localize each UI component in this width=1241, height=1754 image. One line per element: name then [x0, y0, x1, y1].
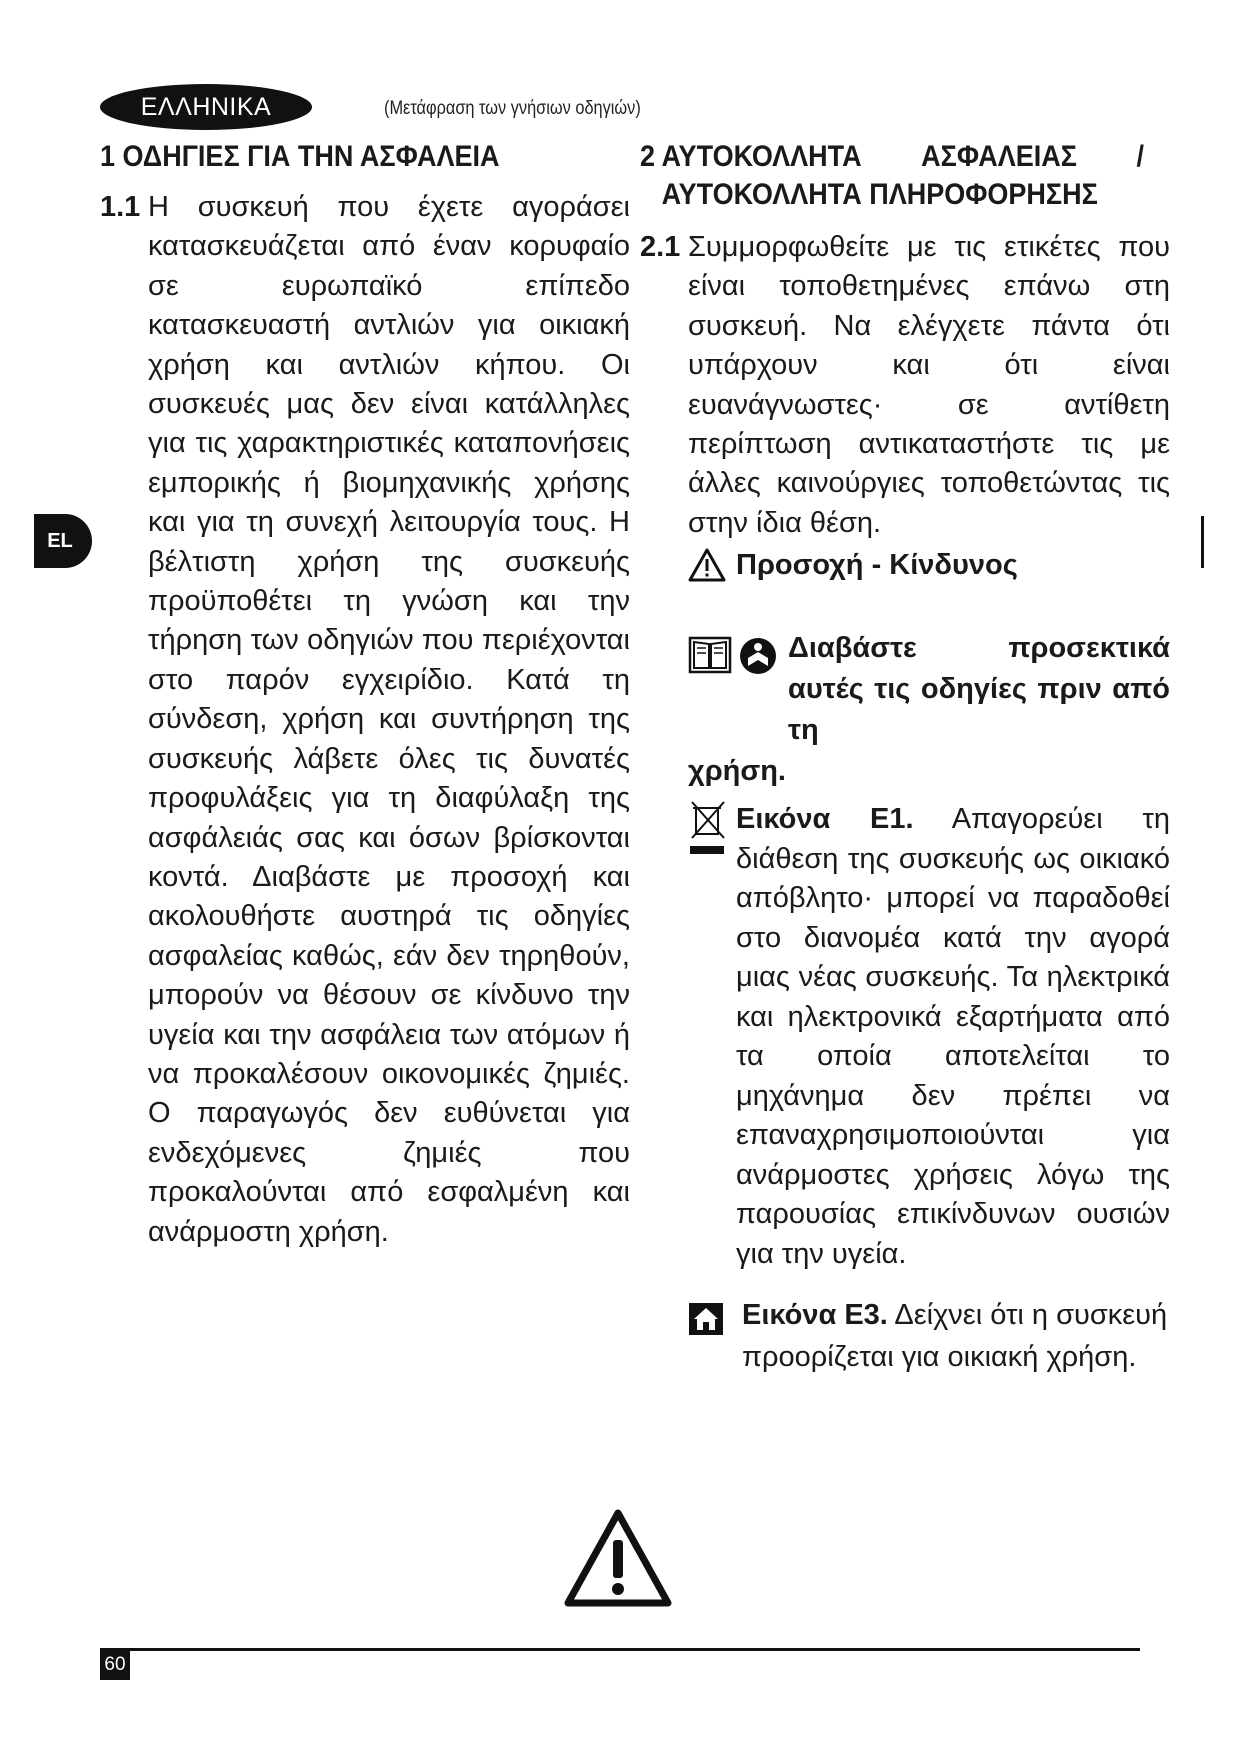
book-icon — [688, 636, 732, 674]
language-badge — [100, 84, 312, 130]
item-1-1 — [100, 188, 630, 1252]
figure-e1-description: Απαγορεύει τη διάθεση της συσκευής ως οικιακό απόβλητο· μπορεί να παραδοθεί στο διανομέα κατά την αγορά μιας νέας συσκευής. Τα ηλεκτρικά και ηλεκτρονικά εξαρτήματα από τα οποία αποτελείται το μηχάνημα δεν πρέπει να επαναχρησιμοποιούνται για ανάρμοστες χρήσεις λόγω της παρουσίας επικίνδυνων ουσιών για την υγεία. — [736, 803, 1170, 1270]
crossed-bin-icon — [688, 800, 728, 858]
left-column — [100, 138, 630, 1252]
read-manual-icon — [738, 636, 778, 676]
warning-label: Προσοχή - Κίνδυνος — [736, 548, 1018, 581]
section-2-title-line2: ΑΥΤΟΚΟΛΛΗΤΑ ΠΛΗΡΟΦΟΡΗΣΗΣ — [661, 178, 1098, 211]
side-tab-label: EL — [47, 529, 73, 552]
section-2-title-part2: ΑΣΦΑΛΕΙΑΣ — [921, 140, 1077, 173]
figure-e1-caption — [688, 800, 1170, 1274]
read-icons — [688, 636, 778, 676]
section-2-title-part1: 2 ΑΥΤΟΚΟΛΛΗΤΑ — [640, 140, 862, 173]
section-2-title-part3: / — [1136, 140, 1144, 173]
section-2-title-line1 — [640, 138, 1144, 176]
figure-e3-text — [688, 1294, 1170, 1378]
figure-e1-text — [688, 800, 1170, 1274]
figure-e3-label: Εικόνα Ε3. — [742, 1299, 888, 1331]
item-1-1-text: Η συσκευή που έχετε αγοράσει κατασκευάζεται από έναν κορυφαίο σε ευρωπαϊκό επίπεδο κατασκευαστή αντλιών για οικιακή χρήση και αντλιών κήπου. Οι συσκευές μας δεν είναι κατάλληλες για τις χαρακτηριστικές καταπονήσεις εμπορικής ή βιομηχανικής χρήσης και για τη συνεχή λειτουργία τους. Η βέλτιστη χρήση της συσκευής προϋποθέτει τη γνώση και την τήρηση των οδηγιών που περιέχονται στο παρόν εγχειρίδιο. Κατά τη σύνδεση, χρήση και συντήρηση της συσκευής λάβετε όλες τις δυνατές προφυλάξεις για τη διαφύλαξη της ασφάλειάς σας και όσων βρίσκονται κοντά. Διαβάστε με προσοχή και ακολουθήστε αυστηρά τις οδηγίες ασφαλείας καθώς, εάν δεν τηρηθούν, μπορούν να θέσουν σε κίνδυνο την υγεία και την ασφάλεια των ατόμων ή να προκαλέσουν οικονομικές ζημιές. Ο παραγωγός δεν ευθύνεται για ενδεχόμενες ζημιές που προκαλούνται από εσφαλμένη και ανάρμοστη χρήση. — [148, 191, 630, 1248]
read-instructions-main: Διαβάστε προσεκτικά αυτές τις οδηγίες πριν από τη — [788, 632, 1170, 746]
language-side-tab — [34, 514, 92, 568]
item-2-1 — [640, 228, 1170, 543]
figure-e3-description: Δείχνει ότι η συσκευή προορίζεται για οικιακή χρήση. — [742, 1299, 1168, 1373]
section-2-title — [640, 138, 1144, 214]
right-column — [640, 138, 1170, 543]
read-instructions-tail: χρήση. — [688, 755, 786, 787]
item-2-1-text: Συμμορφωθείτε με τις ετικέτες που είναι τοποθετημένες επάνω στη συσκευή. Να ελέγχετε πάντα ότι υπάρχουν και ότι είναι ευανάγνωστες· σε αντίθετη περίπτωση αντικαταστήστε τις με άλλες καινούργιες τοποθετώντας τις στην ίδια θέση. — [688, 231, 1170, 539]
footer-rule — [100, 1648, 1140, 1651]
figure-e1-label: Εικόνα Ε1. — [736, 803, 914, 835]
house-icon — [688, 1302, 724, 1336]
figure-e1-block — [688, 800, 1170, 1274]
page-number-label: 60 — [104, 1654, 126, 1675]
warning-triangle-icon — [688, 548, 726, 582]
page-number — [100, 1650, 130, 1680]
read-instructions-block — [688, 628, 1170, 792]
language-label: ΕΛΛΗΝΙΚΑ — [140, 92, 272, 121]
translation-subtitle: (Μετάφραση των γνήσιων οδηγιών) — [384, 98, 641, 119]
item-1-1-number: 1.1 — [100, 191, 141, 223]
large-warning-triangle-icon — [563, 1508, 673, 1608]
figure-e3-block — [688, 1294, 1170, 1378]
item-2-1-number: 2.1 — [640, 231, 681, 263]
margin-marker — [1201, 516, 1204, 568]
warning-heading — [688, 548, 1018, 582]
section-1-title: 1 ΟΔΗΓΙΕΣ ΓΙΑ ΤΗΝ ΑΣΦΑΛΕΙΑ — [100, 140, 500, 173]
